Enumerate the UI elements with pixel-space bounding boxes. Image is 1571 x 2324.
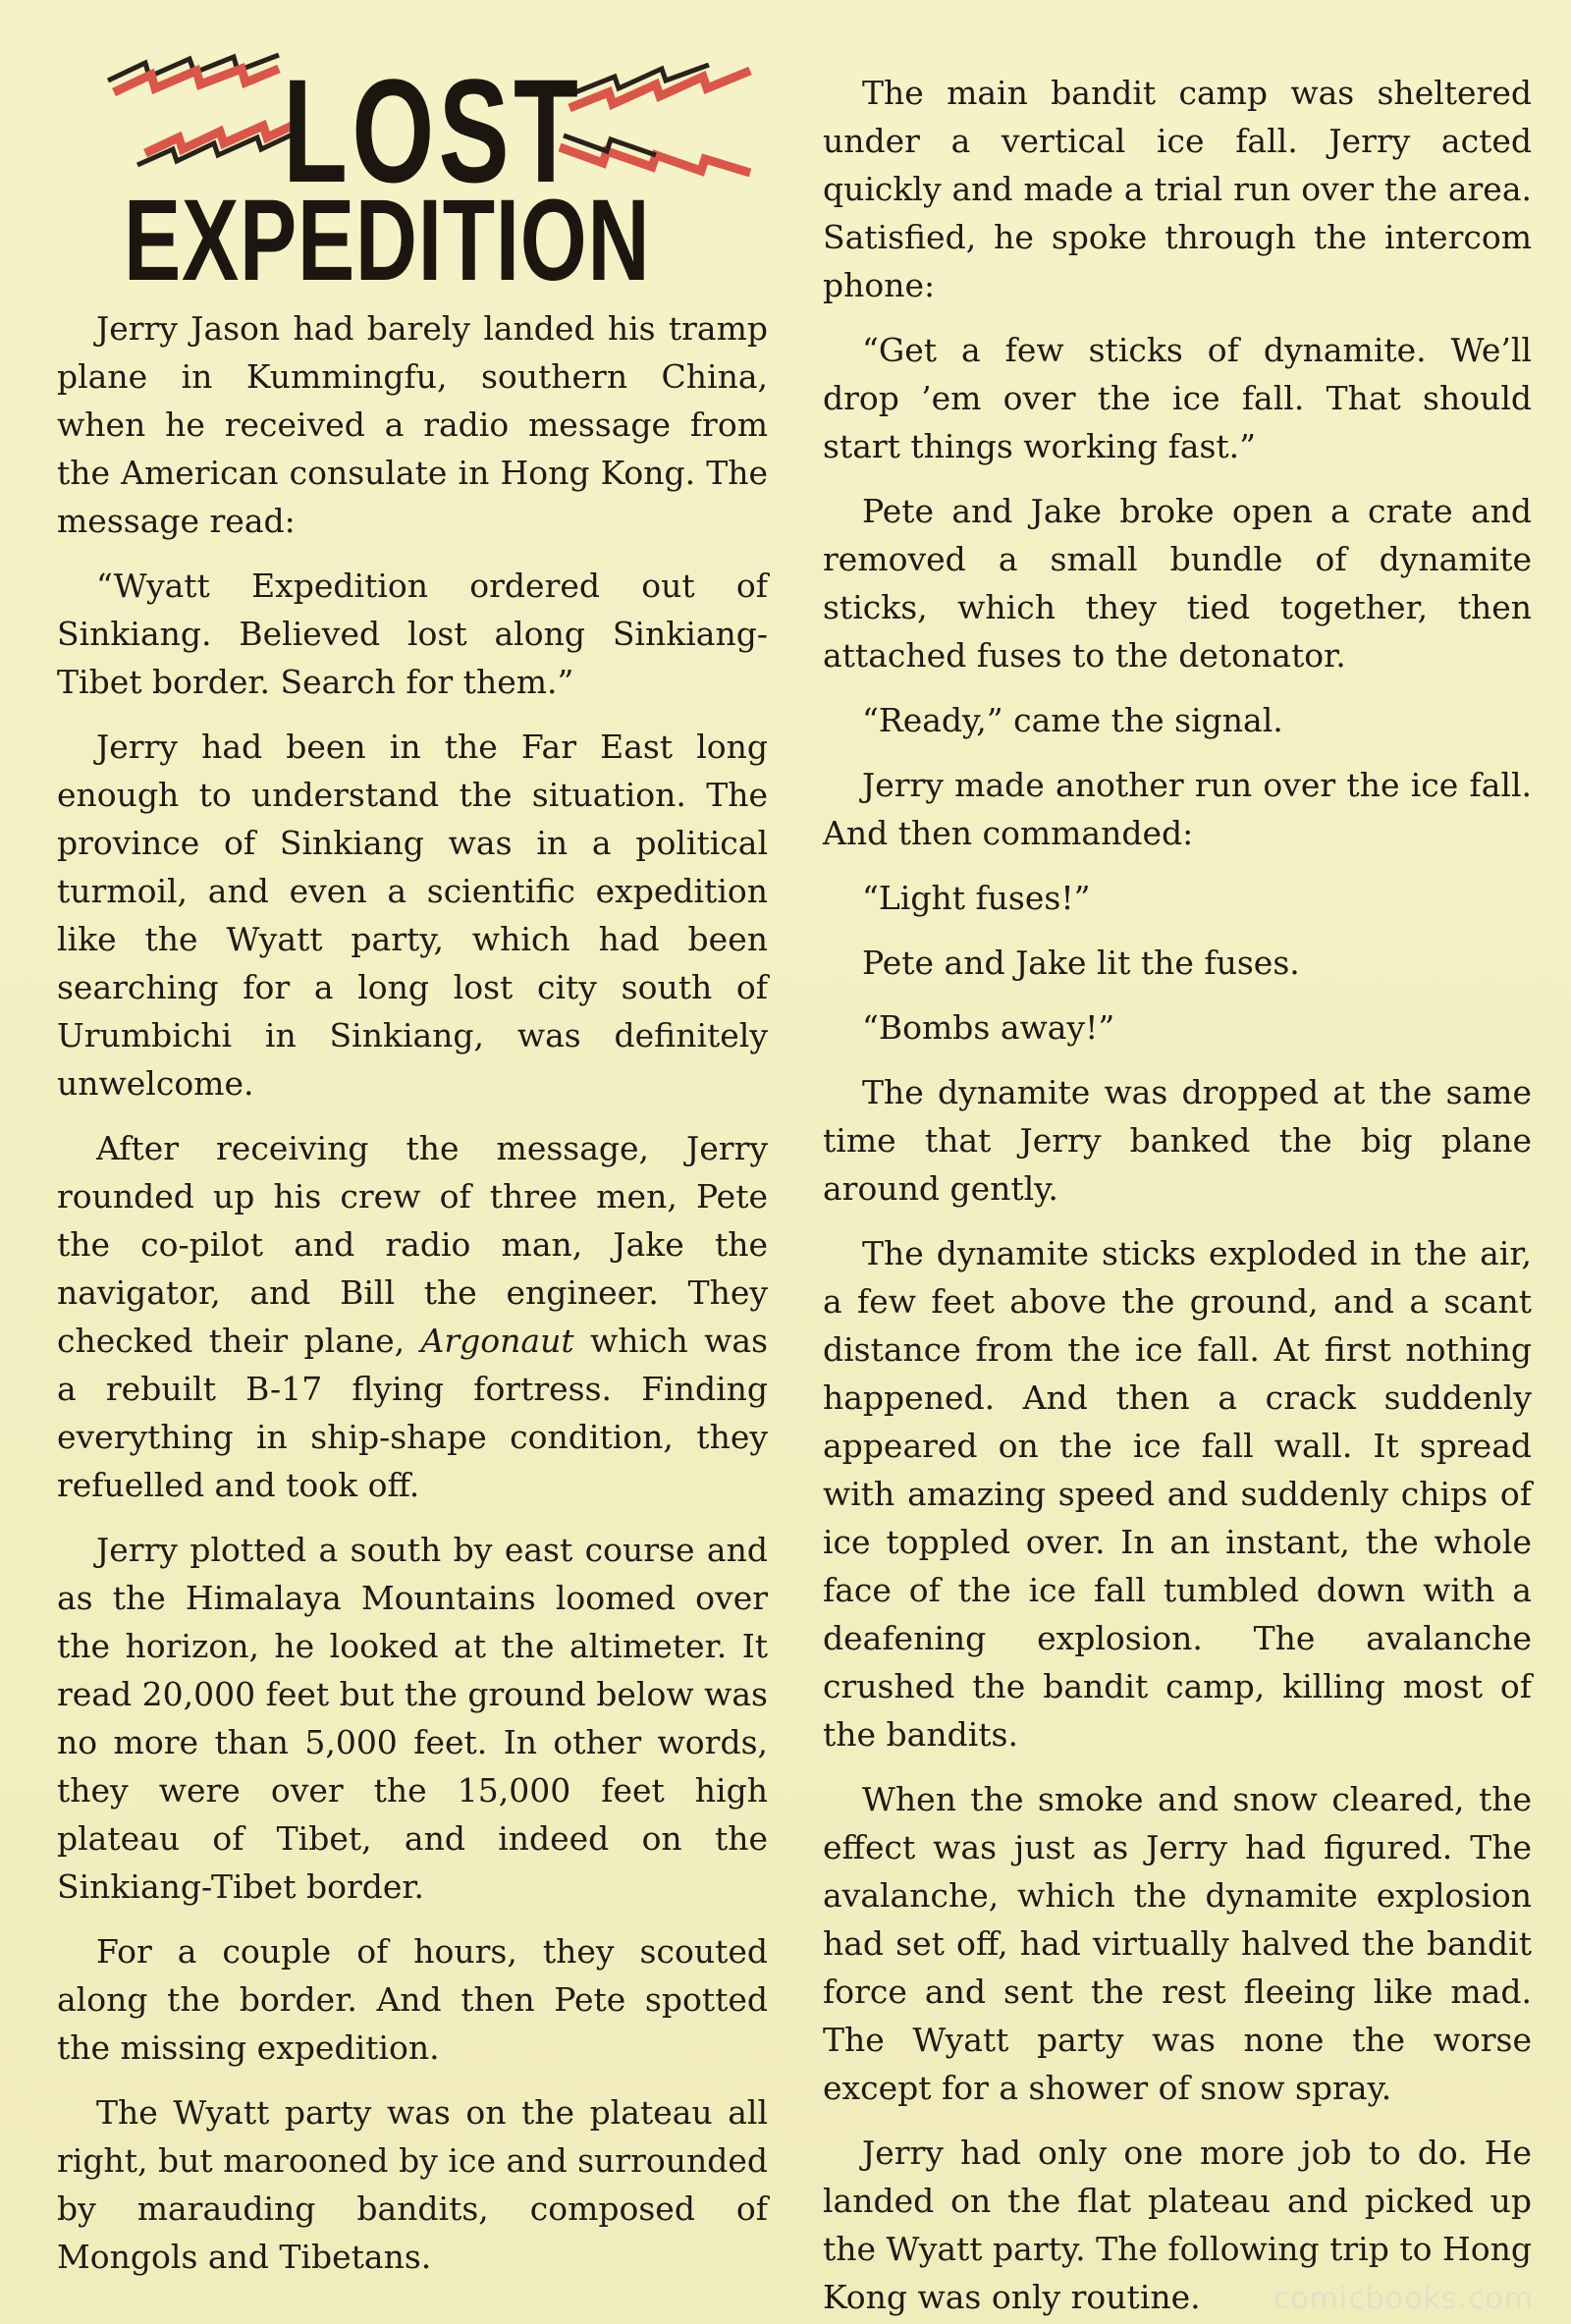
lightning-bolt-icon <box>568 63 754 132</box>
paragraph-text: After receiving the message, Jerry rounded up his crew of three men, Pete the co-pilot and radio man, Jake the navigator, and Bill the engineer. They checked their plane, <box>57 1129 768 1360</box>
paragraph: Pete and Jake lit the fuses. <box>862 944 1300 982</box>
paragraph: The dynamite sticks exploded in the air, a few feet above the ground, and a scant distance from the ice fall. At first nothing happened. And then a crack suddenly appeared on the ice fall wall. It spread with amazing speed and suddenly chips of ice toppled over. In an instant, the whole face of the ice fall tumbled down with a deafening explosion. The avalanche crushed the bandit camp, killing most of the bandits. <box>823 1234 1532 1754</box>
title-block <box>57 0 768 304</box>
paragraph: Jerry had only one more job to do. He landed on the flat plateau and picked up the Wyatt party. The following trip to Hong Kong was only routine. <box>823 2134 1532 2316</box>
paragraph: Jerry had been in the Far East long enough to understand the situation. The province of Sinkiang was in a political turmoil, and even a scientific expedition like the Wyatt party, which had been searching for a long lost city south of Urumbichi in Sinkiang, was definitely unwelcome. <box>57 728 768 1103</box>
lightning-bolt-icon <box>558 128 754 177</box>
paragraph: Jerry Jason had barely landed his tramp plane in Kummingfu, southern China, when he received a radio message from the American consulate in Hong Kong. The message read: <box>57 309 768 540</box>
paragraph: “Get a few sticks of dynamite. We’ll drop ’em over the ice fall. That should start things working fast.” <box>823 331 1532 465</box>
story-title-line2: EXPEDITION <box>124 176 651 305</box>
paragraph: Pete and Jake broke open a crate and removed a small bundle of dynamite sticks, which they tied together, then attached fuses to the detonator. <box>823 492 1532 675</box>
paragraph: For a couple of hours, they scouted along the border. And then Pete spotted the missing expedition. <box>57 1932 768 2067</box>
paragraph: The Wyatt party was on the plateau all right, but marooned by ice and surrounded by marauding bandits, composed of Mongols and Tibetans. <box>57 2093 768 2276</box>
lightning-bolt-icon <box>135 116 302 175</box>
paragraph: “Ready,” came the signal. <box>862 701 1283 739</box>
story-title-line1: LOST <box>283 48 583 213</box>
paragraph-argonaut <box>57 1124 768 1509</box>
watermark: comicbooks.com <box>1273 2282 1534 2316</box>
paragraph: “Light fuses!” <box>862 879 1091 917</box>
plane-name: Argonaut <box>420 1322 574 1360</box>
left-column <box>57 0 768 2297</box>
paragraph: The dynamite was dropped at the same time that Jerry banked the big plane around gently. <box>823 1073 1532 1208</box>
paragraph: The main bandit camp was sheltered under a vertical ice fall. Jerry acted quickly and made a trial run over the area. Satisfied, he spoke through the intercom phone: <box>823 74 1532 304</box>
paragraph: When the smoke and snow cleared, the effect was just as Jerry had figured. The avalanche, which the dynamite explosion had set off, had virtually halved the bandit force and sent the rest fleeing like mad. The Wyatt party was none the worse except for a shower of snow spray. <box>823 1780 1532 2107</box>
right-column <box>823 0 1532 2324</box>
paragraph: Jerry made another run over the ice fall. And then commanded: <box>823 766 1532 852</box>
paragraph: Jerry plotted a south by east course and as the Himalaya Mountains loomed over the horizon, he looked at the altimeter. It read 20,000 feet but the ground below was no more than 5,000 feet. In other words, they were over the 15,000 feet high plateau of Tibet, and indeed on the Sinkiang-Tibet border. <box>57 1531 768 1906</box>
paragraph: “Wyatt Expedition ordered out of Sinkiang. Believed lost along Sinkiang-Tibet border. Search for them.” <box>57 567 768 701</box>
lightning-bolt-icon <box>106 51 283 120</box>
paragraph: “Bombs away!” <box>862 1008 1115 1047</box>
paragraph-text: which was a rebuilt B-17 flying fortress. Finding everything in ship-shape condition, they refuelled and took off. <box>57 1322 769 1504</box>
